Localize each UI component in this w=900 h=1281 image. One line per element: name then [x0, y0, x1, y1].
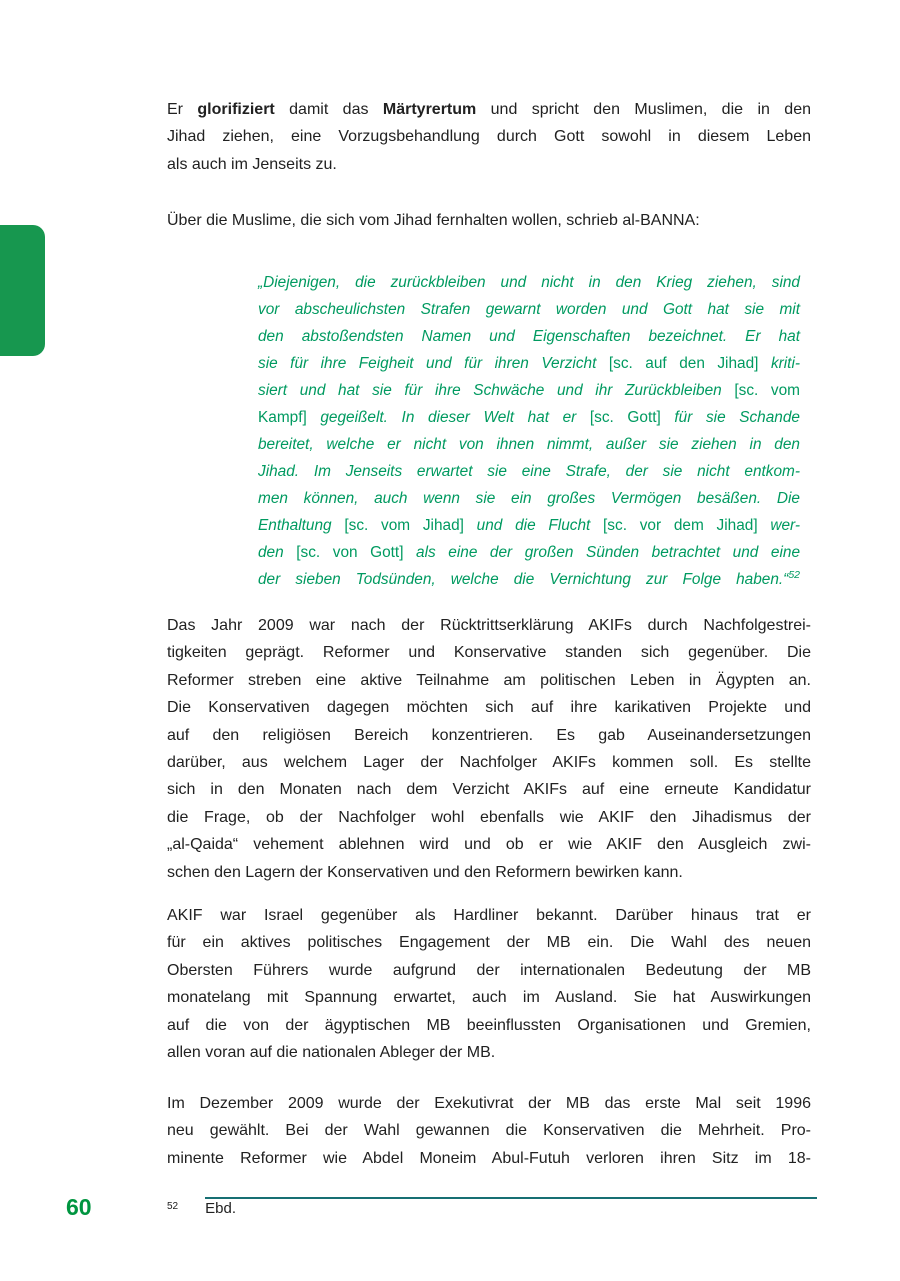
text-segment: als eine der großen Sünden betrachtet und eine: [416, 544, 801, 562]
text-line: [167, 1145, 811, 1172]
footnote-text: Ebd.: [205, 1200, 236, 1217]
text-segment: Kampf]: [258, 409, 321, 427]
text-line: [167, 639, 811, 666]
text-line: [258, 404, 800, 431]
text-segment: die Frage, ob der Nachfolger wohl ebenfalls wie AKIF den Jihadismus der: [167, 808, 811, 826]
footnote: [167, 1200, 236, 1217]
text-segment: [sc. vor dem Jihad]: [603, 517, 771, 535]
text-segment: darüber, aus welchem Lager der Nachfolger AKIFs kommen soll. Es stellte: [167, 754, 811, 772]
text-line: [167, 722, 811, 749]
text-line: [167, 804, 811, 831]
text-segment: auf die von der ägyptischen MB beeinflussten Organisationen und Gremien,: [167, 1016, 811, 1034]
footnote-separator-rule: [205, 1197, 817, 1199]
text-line: [167, 776, 811, 803]
text-segment: Reformer streben eine aktive Teilnahme am politischen Leben in Ägypten an.: [167, 671, 811, 689]
footnote-reference: 52: [788, 569, 800, 582]
text-line: [167, 123, 811, 150]
text-segment: „Diejenigen, die zurückbleiben und nicht in den Krieg ziehen, sind: [258, 274, 800, 292]
text-line: [167, 612, 811, 639]
paragraph-akif-hardliner: [167, 902, 811, 1066]
text-segment: gegeißelt. In dieser Welt hat er: [320, 409, 590, 427]
text-segment: für ein aktives politisches Engagement der MB ein. Die Wahl des neuen: [167, 934, 811, 952]
page-content: [167, 0, 811, 1281]
text-line: [167, 984, 811, 1011]
text-segment: den: [258, 544, 297, 562]
text-line: [167, 1012, 811, 1039]
text-segment: [sc. vom Jihad]: [344, 517, 477, 535]
text-segment: den abstoßendsten Namen und Eigenschaften bezeichnet. Er hat: [258, 328, 800, 346]
text-segment: und spricht den Muslimen, die in den: [476, 101, 811, 118]
text-line: [167, 207, 811, 234]
text-line: [258, 296, 800, 323]
text-line: [167, 902, 811, 929]
text-line: [167, 1117, 811, 1144]
text-segment: tigkeiten geprägt. Reformer und Konservative standen sich gegenüber. Die: [167, 644, 811, 662]
text-segment: Enthaltung: [258, 517, 345, 535]
paragraph-quote-intro: [167, 207, 811, 234]
text-segment: und die Flucht: [476, 517, 604, 535]
chapter-edge-tab: [0, 225, 45, 356]
text-segment: Das Jahr 2009 war nach der Rücktrittserklärung AKIFs durch Nachfolgestrei-: [167, 617, 811, 634]
text-line: [258, 539, 800, 566]
text-segment: bereitet, welche er nicht von ihnen nimmt, außer sie ziehen in den: [258, 436, 800, 454]
paragraph-2009-succession: [167, 612, 811, 886]
text-segment: als auch im Jenseits zu.: [167, 155, 337, 173]
text-segment: [sc. Gott]: [589, 409, 675, 427]
text-segment: schen den Lagern der Konservativen und den Reformern bewirken kann.: [167, 863, 683, 881]
page-number: 60: [66, 1194, 92, 1220]
text-line: [167, 831, 811, 858]
text-segment: Jihad. Im Jenseits erwartet sie eine Strafe, der sie nicht entkom-: [258, 463, 800, 481]
text-line: [167, 694, 811, 721]
text-line: [167, 1039, 811, 1066]
text-segment: Jihad ziehen, eine Vorzugsbehandlung durch Gott sowohl in diesem Leben: [167, 128, 811, 146]
text-segment: sich in den Monaten nach dem Verzicht AKIFs auf eine erneute Kandidatur: [167, 781, 811, 799]
footnote-number: 52: [167, 1201, 179, 1212]
text-segment: sie für ihre Feigheit und für ihren Verzicht: [258, 355, 609, 373]
text-segment: Märtyrertum: [382, 101, 477, 118]
text-line: [167, 957, 811, 984]
text-segment: Im Dezember 2009 wurde der Exekutivrat der MB das erste Mal seit 1996: [167, 1095, 811, 1112]
text-segment: der sieben Todsünden, welche die Vernichtung zur Folge haben.“: [258, 571, 789, 589]
text-segment: auf den religiösen Bereich konzentrieren. Es gab Auseinandersetzungen: [167, 726, 811, 744]
text-segment: wer-: [770, 517, 800, 535]
text-line: [258, 566, 800, 593]
paragraph-martyrdom: [167, 96, 811, 178]
text-segment: siert und hat sie für ihre Schwäche und ihr Zurückbleiben: [258, 382, 735, 400]
text-line: [258, 512, 800, 539]
paragraph-december-2009: [167, 1090, 811, 1172]
text-line: [258, 485, 800, 512]
text-segment: vor abscheulichsten Strafen gewarnt worden und Gott hat sie mit: [258, 301, 800, 319]
text-segment: damit das: [274, 101, 383, 118]
text-line: [258, 431, 800, 458]
text-line: [258, 323, 800, 350]
text-line: [167, 1090, 811, 1117]
text-line: [258, 269, 800, 296]
text-line: [167, 859, 811, 886]
text-segment: AKIF war Israel gegenüber als Hardliner bekannt. Darüber hinaus trat er: [167, 907, 811, 924]
text-segment: Über die Muslime, die sich vom Jihad fernhalten wollen, schrieb al-BANNA:: [167, 212, 700, 229]
text-segment: neu gewählt. Bei der Wahl gewannen die Konservativen die Mehrheit. Pro-: [167, 1122, 811, 1140]
text-segment: für sie Schande: [674, 409, 800, 427]
text-segment: „al-Qaida“ vehement ablehnen wird und ob er wie AKIF den Ausgleich zwi-: [167, 836, 811, 854]
text-segment: Obersten Führers wurde aufgrund der internationalen Bedeutung der MB: [167, 961, 811, 979]
text-line: [167, 151, 811, 178]
text-segment: monatelang mit Spannung erwartet, auch im Ausland. Sie hat Auswirkungen: [167, 989, 811, 1007]
text-segment: [sc. vom: [734, 382, 801, 400]
text-segment: [sc. von Gott]: [296, 544, 417, 562]
text-segment: kriti-: [770, 355, 800, 373]
text-segment: Die Konservativen dagegen möchten sich auf ihre karikativen Projekte und: [167, 699, 811, 717]
text-line: [167, 929, 811, 956]
text-line: [258, 350, 800, 377]
text-segment: [sc. auf den Jihad]: [608, 355, 771, 373]
text-segment: allen voran auf die nationalen Ableger der MB.: [167, 1044, 496, 1062]
text-segment: men können, auch wenn sie ein großes Vermögen besäßen. Die: [258, 490, 800, 508]
text-line: [167, 749, 811, 776]
text-line: [258, 377, 800, 404]
text-line: [258, 458, 800, 485]
text-segment: minente Reformer wie Abdel Moneim Abul-Futuh verloren ihren Sitz im 18-: [167, 1149, 811, 1167]
text-segment: Er: [167, 101, 198, 118]
albanna-block-quote: [258, 269, 800, 593]
text-line: [167, 96, 811, 123]
text-segment: glorifiziert: [197, 101, 275, 118]
text-line: [167, 667, 811, 694]
